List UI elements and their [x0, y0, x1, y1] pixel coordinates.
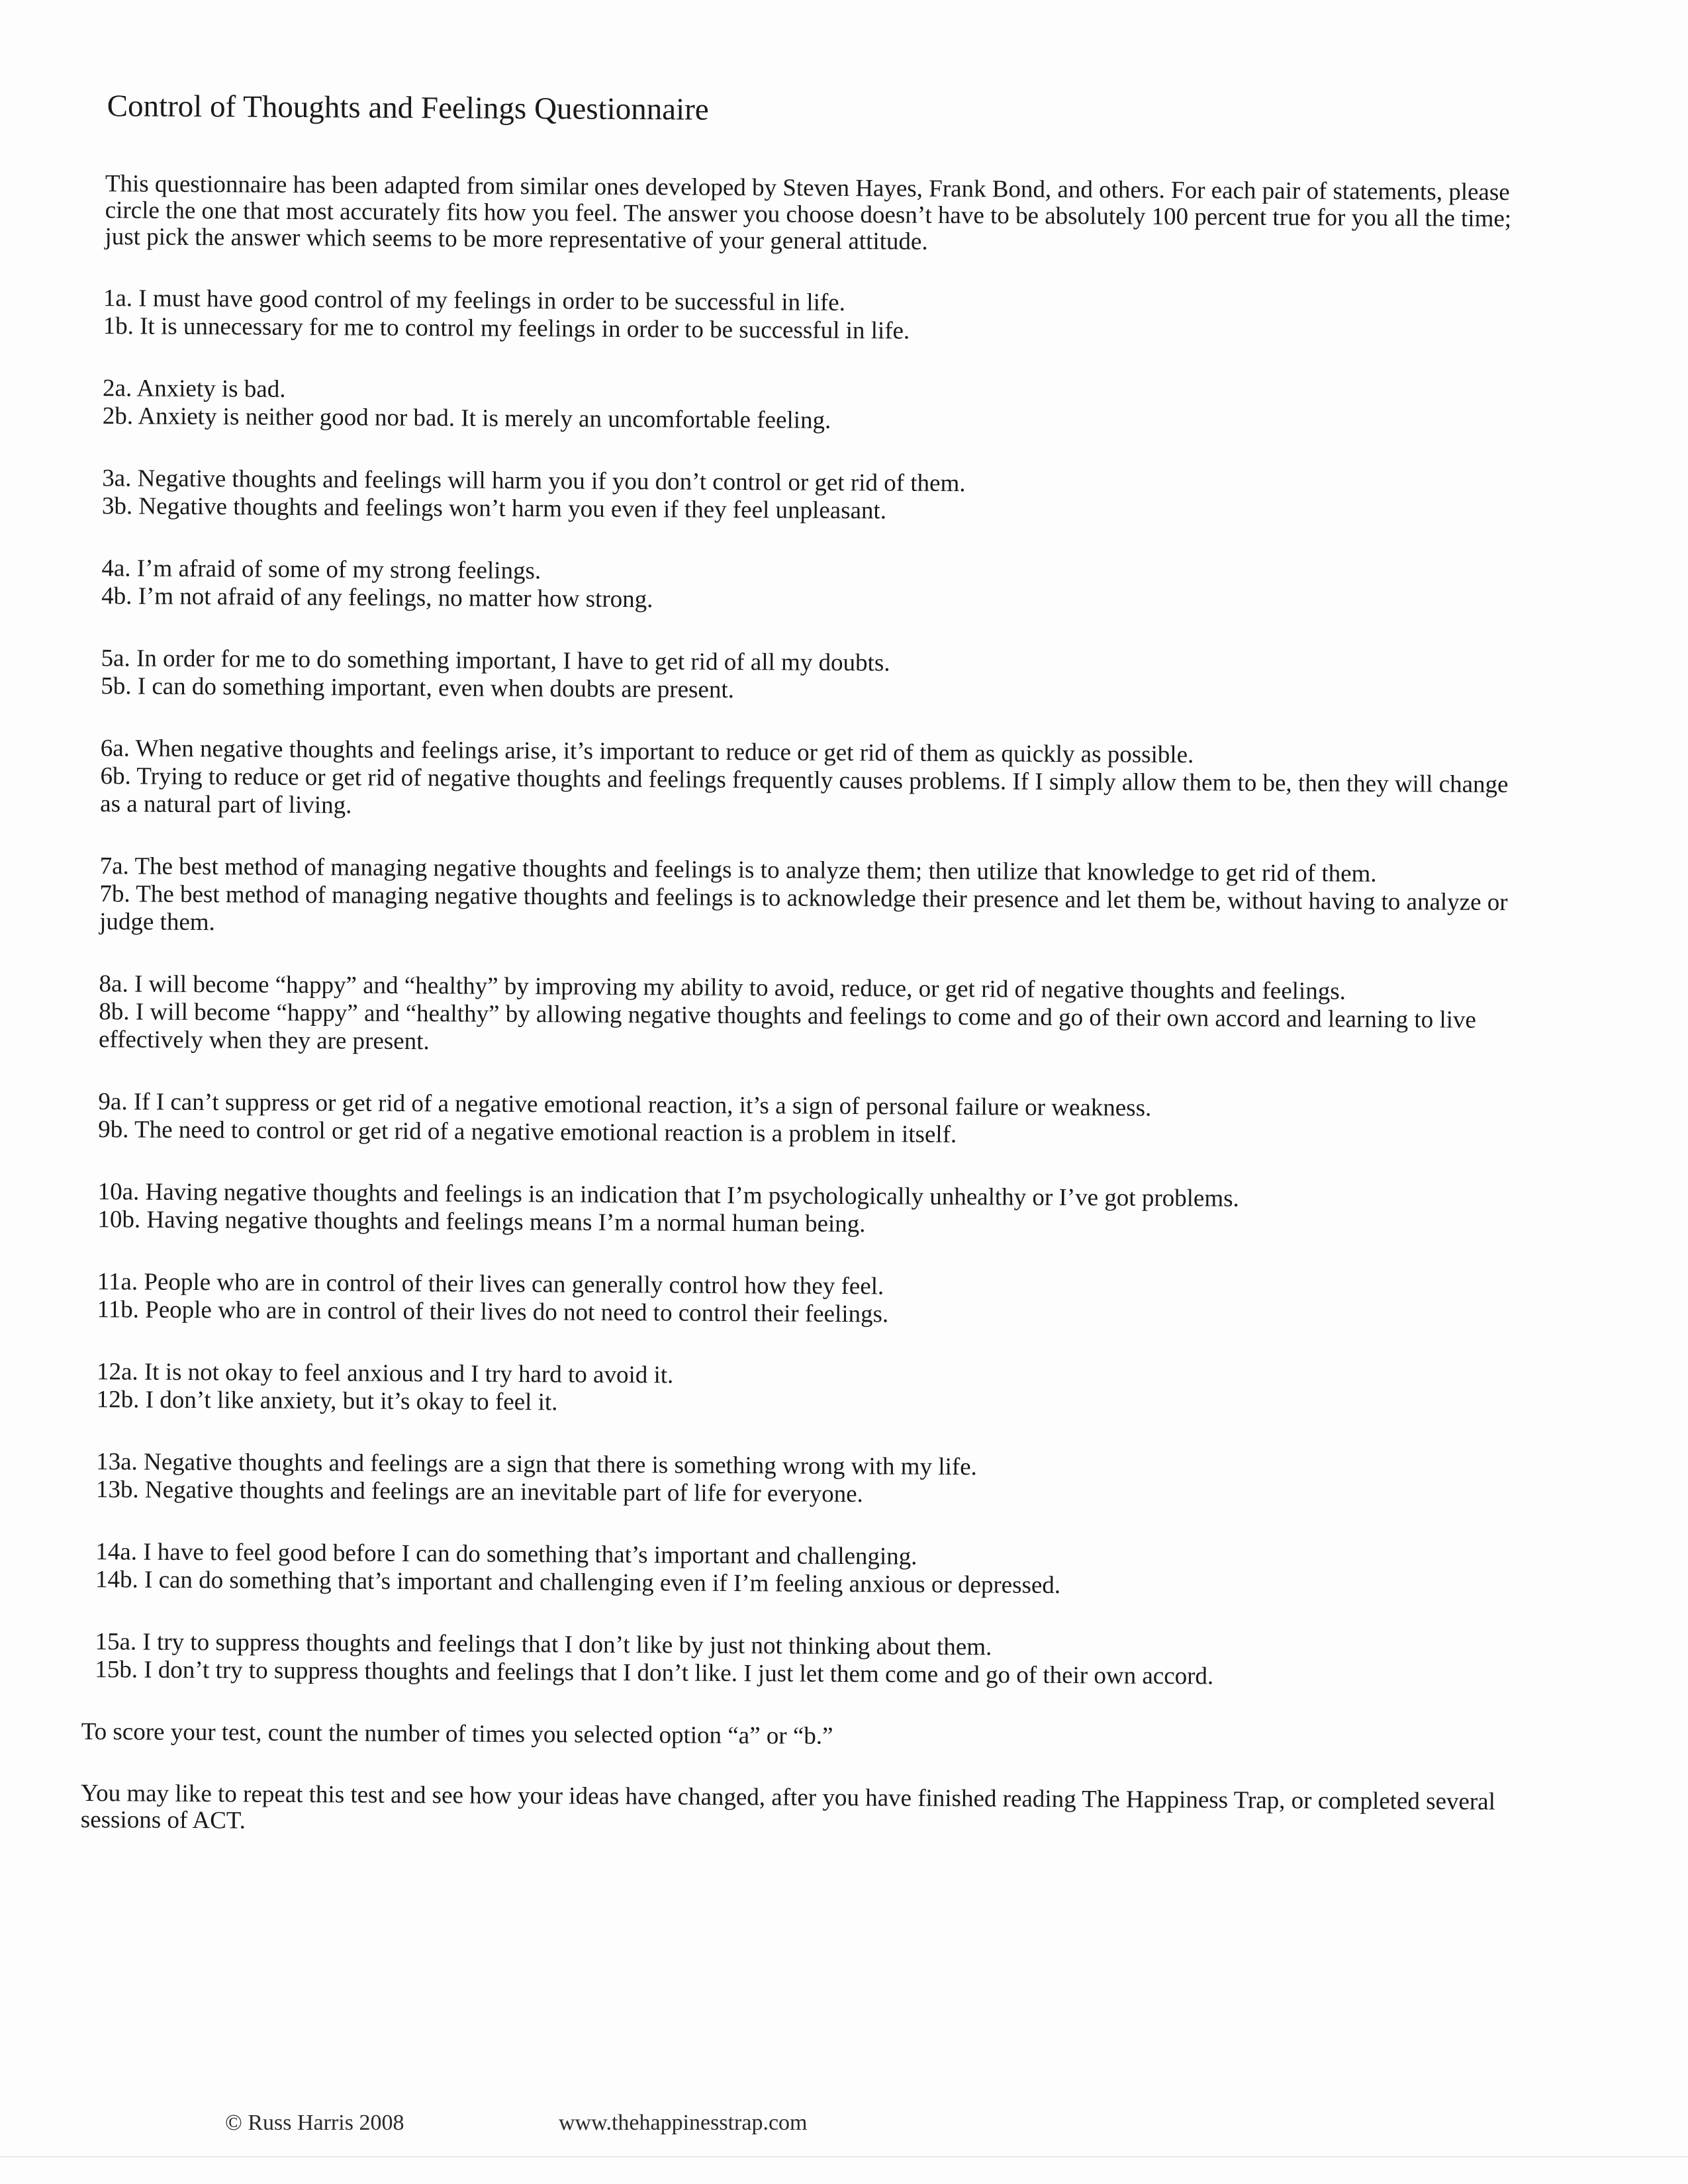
scan-edge-divider	[0, 2156, 1688, 2158]
statement-b[interactable]: 11b. People who are in control of their lives do not need to control their feelings.	[97, 1296, 889, 1328]
website-text: www.thehappinesstrap.com	[559, 2111, 808, 2135]
closing-paragraph: You may like to repeat this test and see how your ideas have changed, after you have finished reading The Happiness Trap, or completed several sessions of ACT.	[80, 1780, 1496, 1835]
question-pair	[97, 1358, 1521, 1422]
statement-b[interactable]: 3b. Negative thoughts and feelings won’t harm you even if they feel unpleasant.	[101, 492, 887, 525]
question-pair	[97, 1178, 1522, 1242]
question-pair	[100, 735, 1525, 827]
statement-a[interactable]: 3a. Negative thoughts and feelings will harm you if you don’t control or get rid of them.	[102, 465, 966, 498]
statement-b[interactable]: 14b. I can do something that’s important and challenging even if I’m feeling anxious or depressed.	[95, 1566, 1061, 1600]
statement-a[interactable]: 10a. Having negative thoughts and feelings is an indication that I’m psychologically unhealthy or I’ve got problems.	[97, 1178, 1239, 1212]
intro-paragraph: This questionnaire has been adapted from similar ones developed by Steven Hayes, Frank Bond, and others. For each pair of statements, please circle the one that most accurately fits how you feel. The answer you choose doesn’t have to be absolutely 100 percent true for you all the time; just pick the answer which seems to be more representative of your general attitude.	[105, 170, 1512, 255]
question-list	[76, 285, 1528, 1692]
statement-b[interactable]: 6b. Trying to reduce or get rid of negative thoughts and feelings frequently causes problems. If I simply allow them to be, then they will change as a natural part of living.	[100, 762, 1509, 819]
question-pair	[95, 1628, 1519, 1692]
statement-b[interactable]: 13b. Negative thoughts and feelings are an inevitable part of life for everyone.	[95, 1476, 863, 1508]
statement-a[interactable]: 6a. When negative thoughts and feelings arise, it’s important to reduce or get rid of them as quickly as possible.	[100, 735, 1194, 769]
statement-b[interactable]: 4b. I’m not afraid of any feelings, no matter how strong.	[101, 582, 653, 614]
statement-b[interactable]: 10b. Having negative thoughts and feelings means I’m a normal human being.	[97, 1206, 866, 1238]
statement-a[interactable]: 14a. I have to feel good before I can do something that’s important and challenging.	[95, 1538, 917, 1570]
scoring-instructions: To score your test, count the number of times you selected option “a” or “b.”	[81, 1718, 833, 1750]
statement-b[interactable]: 2b. Anxiety is neither good nor bad. It is merely an uncomfortable feeling.	[102, 402, 831, 434]
statement-b[interactable]: 8b. I will become “happy” and “healthy” by allowing negative thoughts and feelings to come and go of their own accord and learning to live effectively when they are present.	[98, 998, 1477, 1056]
statement-a[interactable]: 13a. Negative thoughts and feelings are a sign that there is something wrong with my life.	[96, 1448, 977, 1481]
question-pair	[98, 1088, 1523, 1152]
statement-a[interactable]: 4a. I’m afraid of some of my strong feelings.	[101, 555, 541, 585]
statement-a[interactable]: 1a. I must have good control of my feelings in order to be successful in life.	[103, 285, 846, 317]
question-pair	[102, 465, 1526, 529]
statement-a[interactable]: 5a. In order for me to do something important, I have to get rid of all my doubts.	[101, 645, 890, 677]
statement-a[interactable]: 11a. People who are in control of their lives can generally control how they feel.	[97, 1268, 884, 1300]
question-pair	[101, 555, 1526, 619]
page-footer	[225, 2110, 1284, 2136]
statement-b[interactable]: 9b. The need to control or get rid of a negative emotional reaction is a problem in itself.	[98, 1116, 957, 1149]
statement-b[interactable]: 1b. It is unnecessary for me to control my feelings in order to be successful in life.	[103, 312, 910, 345]
statement-b[interactable]: 5b. I can do something important, even when doubts are present.	[101, 672, 735, 704]
question-pair	[103, 285, 1528, 349]
statement-a[interactable]: 9a. If I can’t suppress or get rid of a negative emotional reaction, it’s a sign of personal failure or weakness.	[98, 1088, 1152, 1122]
question-pair	[103, 375, 1527, 439]
copyright-text: © Russ Harris 2008	[225, 2111, 404, 2135]
statement-a[interactable]: 7a. The best method of managing negative thoughts and feelings is to analyze them; then utilize that knowledge to get rid of them.	[99, 852, 1377, 887]
statement-b[interactable]: 12b. I don’t like anxiety, but it’s okay to feel it.	[96, 1386, 558, 1416]
question-pair	[96, 1448, 1521, 1512]
document-body	[75, 73, 1529, 1842]
statement-a[interactable]: 2a. Anxiety is bad.	[102, 375, 286, 403]
question-pair	[99, 970, 1524, 1062]
question-pair	[101, 645, 1525, 709]
question-pair	[97, 1268, 1521, 1332]
statement-a[interactable]: 12a. It is not okay to feel anxious and I try hard to avoid it.	[96, 1358, 674, 1389]
statement-b[interactable]: 7b. The best method of managing negative thoughts and feelings is to acknowledge their presence and let them be, without having to analyze or judge them.	[99, 880, 1508, 936]
statement-b[interactable]: 15b. I don’t try to suppress thoughts and feelings that I don’t like. I just let them come and go of their own accord.	[95, 1656, 1214, 1690]
question-pair	[95, 1538, 1520, 1602]
statement-a[interactable]: 15a. I try to suppress thoughts and feelings that I don’t like by just not thinking about them.	[95, 1628, 992, 1661]
question-pair	[99, 852, 1524, 944]
statement-a[interactable]: 8a. I will become “happy” and “healthy” by improving my ability to avoid, reduce, or get rid of negative thoughts and feelings.	[99, 970, 1346, 1005]
document-title: Control of Thoughts and Feelings Questionnaire	[107, 89, 709, 127]
